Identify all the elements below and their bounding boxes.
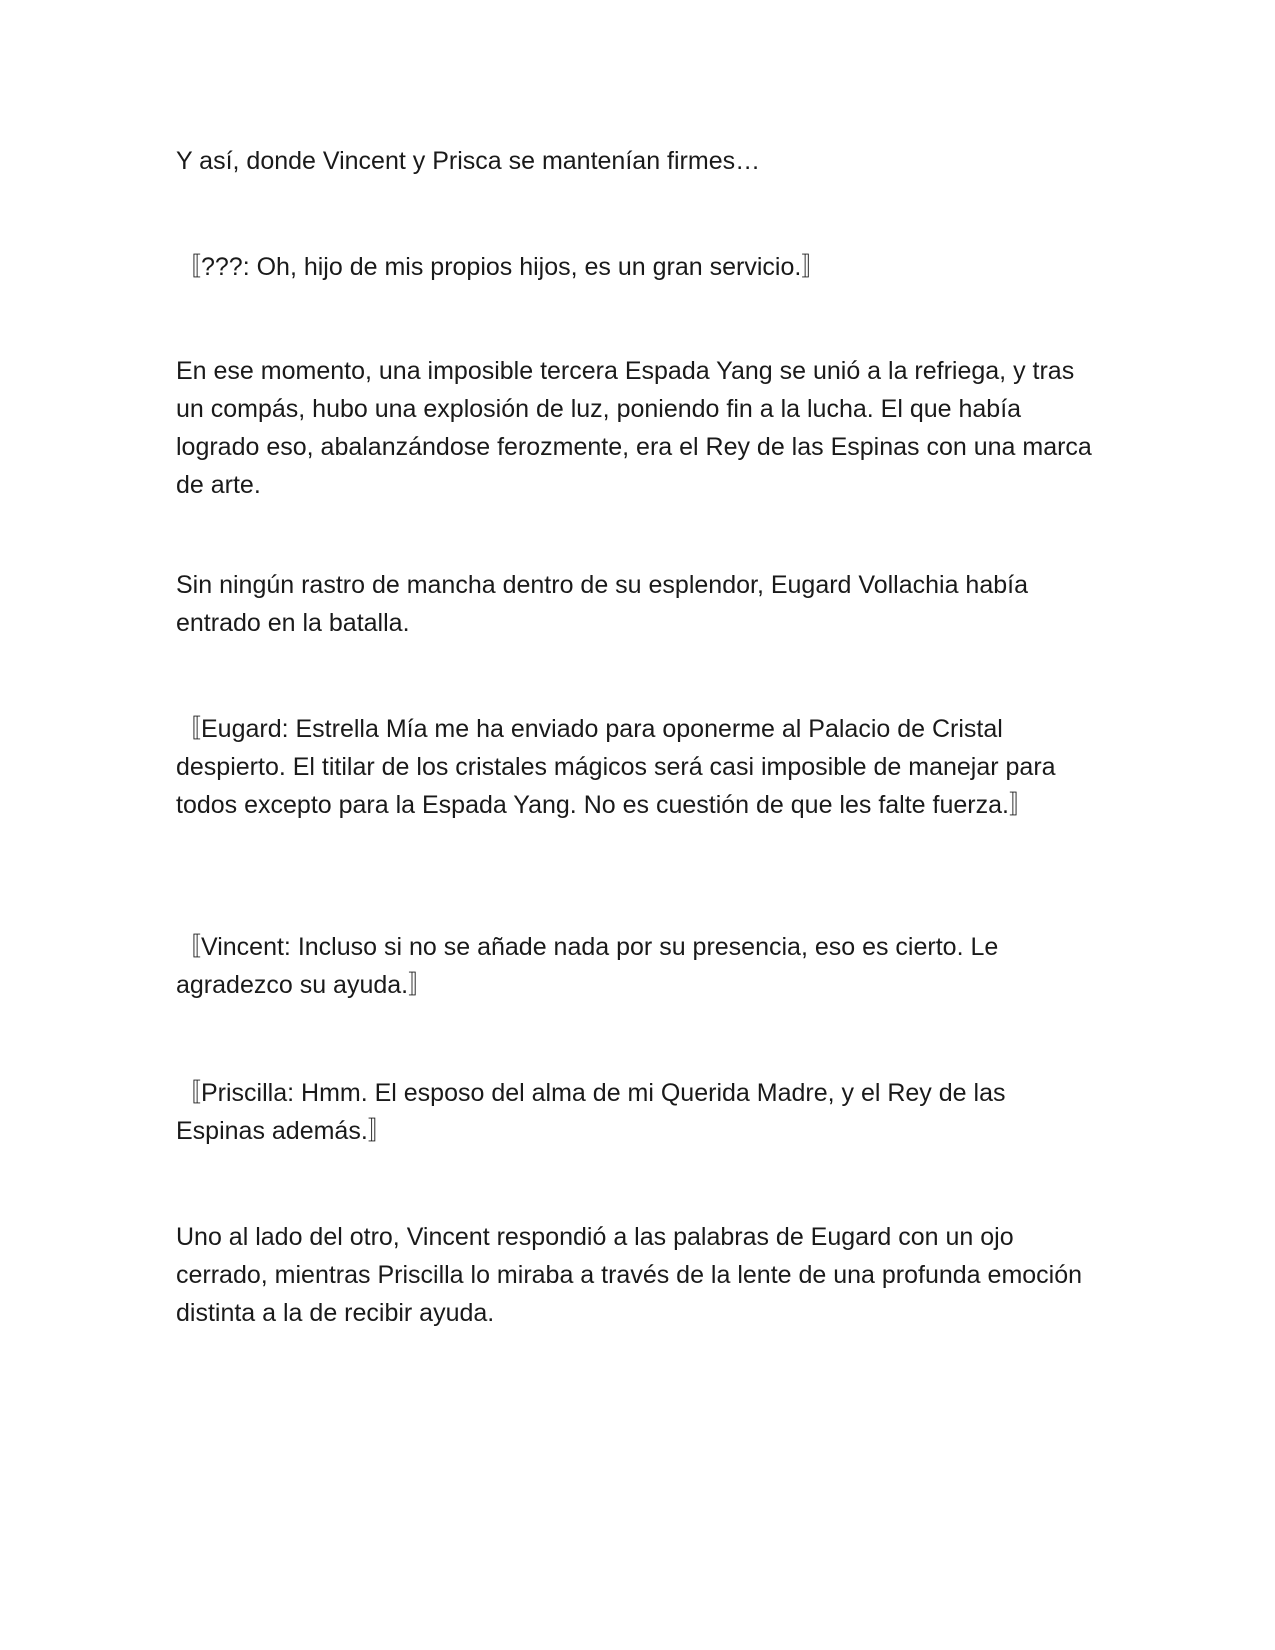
- narration-paragraph: Y así, donde Vincent y Prisca se mantenían firmes…: [176, 147, 761, 175]
- dialogue-line-unknown: 〚???: Oh, hijo de mis propios hijos, es un gran servicio.〛: [176, 253, 827, 281]
- dialogue-line-priscilla: 〚Priscilla: Hmm. El esposo del alma de mi Querida Madre, y el Rey de las Espinas además.〛: [176, 1079, 1006, 1145]
- narration-paragraph: Uno al lado del otro, Vincent respondió a las palabras de Eugard con un ojo cerrado, mientras Priscilla lo miraba a través de la lente de una profunda emoción distinta a la de recibir ayuda.: [176, 1223, 1083, 1327]
- narration-paragraph: Sin ningún rastro de mancha dentro de su esplendor, Eugard Vollachia había entrado en la batalla.: [176, 571, 1028, 637]
- narration-paragraph: En ese momento, una imposible tercera Espada Yang se unió a la refriega, y tras un compás, hubo una explosión de luz, poniendo fin a la lucha. El que había logrado eso, abalanzándose ferozmente, era el Rey de las Espinas con una marca de arte.: [176, 357, 1092, 499]
- dialogue-line-eugard: 〚Eugard: Estrella Mía me ha enviado para oponerme al Palacio de Cristal despierto. El titilar de los cristales mágicos será casi imposible de manejar para todos excepto para la Espada Yang. No es cuestión de que les falte fuerza.〛: [176, 715, 1056, 819]
- dialogue-line-vincent: 〚Vincent: Incluso si no se añade nada por su presencia, eso es cierto. Le agradezco su ayuda.〛: [176, 933, 999, 999]
